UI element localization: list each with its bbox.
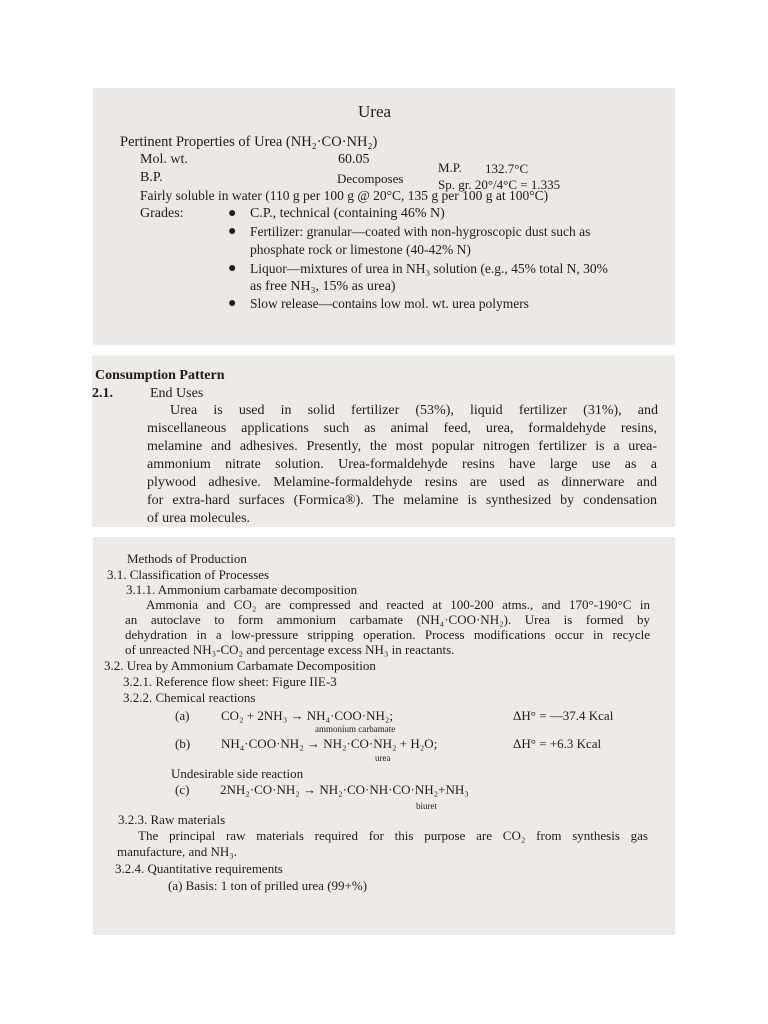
paragraph-line: an autoclave to form ammonium carbamate (NH₄·COO·NH₂). Urea is formed by: [125, 612, 650, 627]
reaction-a-enthalpy: ΔH° = —37.4 Kcal: [513, 708, 614, 723]
reaction-c-note: biuret: [416, 801, 437, 811]
bullet-icon: ●: [228, 296, 237, 311]
mp-value: 132.7°C: [485, 161, 529, 176]
section-3-1-1: 3.1.1. Ammonium carbamate decomposition: [126, 582, 358, 597]
section-3-2-1: 3.2.1. Reference flow sheet: Figure IIE-3: [123, 674, 337, 689]
paragraph-line: Ammonia and CO₂ are compressed and reacted at 100-200 atms., and 170°-190°C in: [146, 597, 650, 612]
reaction-b-label: (b): [175, 736, 191, 751]
solubility-line: Fairly soluble in water (110 g per 100 g @ 20°C, 135 g per 100 g at 100°C): [140, 188, 549, 203]
paragraph-line: of urea molecules.: [147, 511, 251, 526]
grade-item: Slow release—contains low mol. wt. urea polymers: [250, 296, 529, 311]
bp-label: B.P.: [140, 170, 163, 185]
paragraph-line: of unreacted NH₃-CO₂ and percentage excess NH₃ in reactants.: [125, 642, 455, 657]
grade-item: Liquor—mixtures of urea in NH₃ solution (e.g., 45% total N, 30%: [250, 261, 608, 276]
basis-line: (a) Basis: 1 ton of prilled urea (99+%): [168, 878, 368, 893]
paragraph-line: melamine and adhesives. Presently, the most popular nitrogen fertilizer is a urea-: [147, 439, 657, 454]
paragraph-line: for extra-hard surfaces (Formica®). The melamine is synthesized by condensation: [147, 493, 657, 508]
grade-item: Fertilizer: granular—coated with non-hygroscopic dust such as: [250, 224, 591, 239]
grade-item: C.P., technical (containing 46% N): [250, 206, 445, 221]
methods-heading: Methods of Production: [127, 551, 247, 566]
page-title: Urea: [358, 102, 392, 121]
bp-value: Decomposes: [337, 171, 404, 186]
bullet-icon: ●: [228, 261, 237, 276]
section-3-1: 3.1. Classification of Processes: [107, 567, 270, 582]
paragraph-line: miscellaneous applications such as animal feed, urea, formaldehyde resins,: [147, 421, 657, 436]
section-3-2-3: 3.2.3. Raw materials: [118, 812, 226, 827]
consumption-heading: Consumption Pattern: [95, 368, 225, 383]
reaction-a: CO₂ + 2NH₃ → NH₄·COO·NH₂;: [221, 708, 394, 723]
section-3-2-4: 3.2.4. Quantitative requirements: [115, 861, 283, 876]
mol-wt-label: Mol. wt.: [140, 152, 188, 167]
reaction-b: NH₄·COO·NH₂ → NH₂·CO·NH₂ + H₂O;: [221, 736, 438, 751]
photo-properties: [93, 88, 675, 345]
bullet-icon: ●: [228, 206, 237, 221]
paragraph-line: plywood adhesive. Melamine-formaldehyde resins are used as dinnerware and: [147, 475, 657, 490]
paragraph-line: Urea is used in solid fertilizer (53%), liquid fertilizer (31%), and: [170, 403, 658, 418]
side-reaction-label: Undesirable side reaction: [171, 766, 304, 781]
grade-item-continued: phosphate rock or limestone (40-42% N): [250, 242, 471, 257]
section-title: End Uses: [150, 386, 204, 401]
reaction-b-note: urea: [375, 753, 391, 763]
section-3-2: 3.2. Urea by Ammonium Carbamate Decomposition: [104, 658, 376, 673]
paragraph-line: dehydration in a low-pressure stripping operation. Process modifications occur in recycle: [125, 627, 650, 642]
bullet-icon: ●: [228, 224, 237, 239]
grade-item-continued: as free NH₃, 15% as urea): [250, 279, 396, 294]
reaction-a-note: ammonium carbamate: [315, 724, 396, 734]
reaction-c: 2NH₂·CO·NH₂ → NH₂·CO·NH·CO·NH₂+NH₃: [220, 782, 469, 797]
paragraph-line: The principal raw materials required for this purpose are CO₂ from synthesis gas: [138, 828, 648, 843]
mol-wt-value: 60.05: [338, 152, 370, 167]
reaction-b-enthalpy: ΔH° = +6.3 Kcal: [513, 736, 602, 751]
specific-gravity: Sp. gr. 20°/4°C = 1.335: [438, 177, 561, 192]
paragraph-line: ammonium nitrate solution. Urea-formaldehyde resins have large use as a: [147, 457, 657, 472]
section-number: 2.1.: [92, 386, 113, 401]
section-3-2-2: 3.2.2. Chemical reactions: [123, 690, 256, 705]
photo-consumption: [92, 355, 675, 527]
mp-label: M.P.: [438, 160, 462, 175]
reaction-c-label: (c): [175, 782, 190, 797]
grades-label: Grades:: [140, 206, 184, 221]
reaction-a-label: (a): [175, 708, 190, 723]
photo-production: [93, 537, 675, 935]
properties-heading: Pertinent Properties of Urea (NH₂·CO·NH₂): [120, 134, 378, 150]
paragraph-line: manufacture, and NH₃.: [117, 844, 238, 859]
